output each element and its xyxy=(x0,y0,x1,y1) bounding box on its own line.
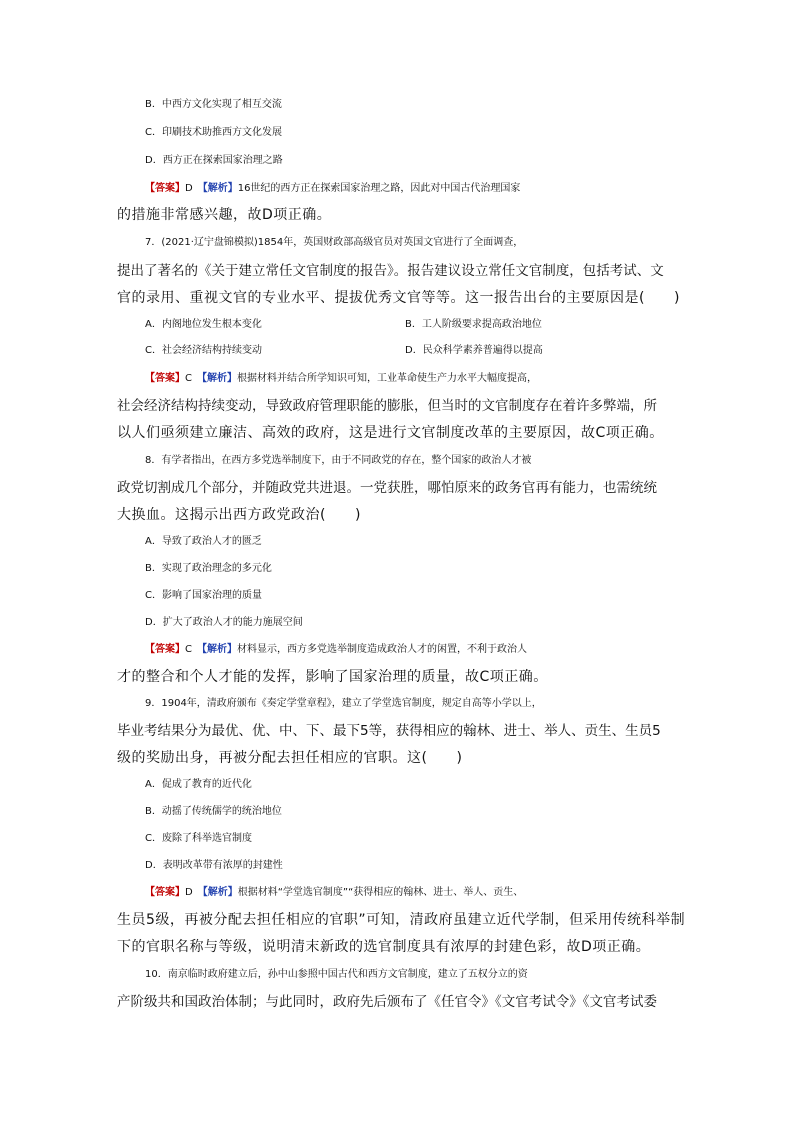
answer-tag: 【答案】 xyxy=(145,887,185,898)
q6-option-b: B．中西方文化实现了相互交流 xyxy=(145,99,282,110)
answer-tag: 【答案】 xyxy=(145,373,185,384)
analysis-tag: 【解析】 xyxy=(201,644,237,655)
q6-option-d: D．西方正在探索国家治理之路 xyxy=(145,155,283,166)
analysis-text: 材料显示，西方多党选举制度造成政治人才的闲置，不利于政治人 xyxy=(236,644,527,655)
q7-analysis-cont-1: 社会经济结构持续变动，导致政府管理职能的膨胀，但当时的文官制度存在着许多弊端，所 xyxy=(117,398,657,414)
q9-option-b: B．动摇了传统儒学的统治地位 xyxy=(145,806,282,817)
answer-value: D xyxy=(185,183,193,194)
q8-answer-line xyxy=(145,641,705,659)
q9-option-c: C．废除了科举选官制度 xyxy=(145,833,252,844)
answer-tag: 【答案】 xyxy=(145,644,185,655)
q7-analysis-cont-2: 以人们亟须建立廉洁、高效的政府，这是进行文官制度改革的主要原因，故C项正确。 xyxy=(117,425,664,441)
q8-analysis-cont: 才的整合和个人才能的发挥，影响了国家治理的质量，故C项正确。 xyxy=(117,669,548,685)
q9-answer-line xyxy=(145,884,705,902)
q6-answer-line xyxy=(145,180,705,198)
q7-option-b: B．工人阶级要求提高政治地位 xyxy=(405,319,542,330)
q7-answer-line xyxy=(145,370,705,388)
q10-stem-2: 产阶级共和国政治体制；与此同时，政府先后颁布了《任官令》《文官考试令》《文官考试委 xyxy=(117,994,657,1010)
q9-option-d: D．表明改革带有浓厚的封建性 xyxy=(145,860,283,871)
analysis-tag: 【解析】 xyxy=(202,887,238,898)
answer-value: D xyxy=(185,887,193,898)
q8-option-b: B．实现了政治理念的多元化 xyxy=(145,563,272,574)
q7-option-a: A．内阁地位发生根本变化 xyxy=(145,319,262,330)
analysis-text: 根据材料“学堂选官制度”“获得相应的翰林、进士、举人、贡生、 xyxy=(237,887,524,898)
q9-analysis-cont-1: 生员5级，再被分配去担任相应的官职”可知，清政府虽建立近代学制，但采用传统科举制 xyxy=(117,912,686,928)
q7-options-cd xyxy=(145,342,705,360)
analysis-text: 16世纪的西方正在探索国家治理之路，因此对中国古代治理国家 xyxy=(237,183,521,194)
q7-stem-1: 7．(2021·辽宁盘锦模拟)1854年，英国财政部高级官员对英国文官进行了全面调查， xyxy=(145,237,524,248)
q7-stem-2: 提出了著名的《关于建立常任文官制度的报告》。报告建议设立常任文官制度，包括考试、文 xyxy=(117,263,664,279)
q8-stem-2: 政党切割成几个部分，并随政党共进退。一党获胜，哪怕原来的政务官再有能力，也需统统 xyxy=(117,480,657,496)
q8-stem-3: 大换血。这揭示出西方政党政治( ) xyxy=(117,507,361,523)
analysis-tag: 【解析】 xyxy=(201,373,237,384)
analysis-tag: 【解析】 xyxy=(202,183,238,194)
q10-stem-1: 10．南京临时政府建立后，孙中山参照中国古代和西方文官制度，建立了五权分立的资 xyxy=(145,969,528,980)
q9-option-a: A．促成了教育的近代化 xyxy=(145,779,252,790)
q7-option-d: D．民众科学素养普遍得以提高 xyxy=(405,345,543,356)
answer-value: C xyxy=(185,373,192,384)
answer-tag: 【答案】 xyxy=(145,183,185,194)
q8-stem-1: 8．有学者指出，在西方多党选举制度下，由于不同政党的存在，整个国家的政治人才被 xyxy=(145,455,532,466)
q6-analysis-cont: 的措施非常感兴趣，故D项正确。 xyxy=(117,207,332,223)
q7-option-c: C．社会经济结构持续变动 xyxy=(145,345,262,356)
answer-value: C xyxy=(185,644,192,655)
q6-option-c: C．印刷技术助推西方文化发展 xyxy=(145,127,282,138)
q7-options-ab xyxy=(145,316,705,334)
q8-option-c: C．影响了国家治理的质量 xyxy=(145,590,262,601)
q9-stem-3: 级的奖励出身，再被分配去担任相应的官职。这( ) xyxy=(117,750,463,766)
q8-option-d: D．扩大了政治人才的能力施展空间 xyxy=(145,617,303,628)
analysis-text: 根据材料并结合所学知识可知，工业革命使生产力水平大幅度提高， xyxy=(236,373,537,384)
q9-analysis-cont-2: 下的官职名称与等级，说明清末新政的选官制度具有浓厚的封建色彩，故D项正确。 xyxy=(117,939,651,955)
q9-stem-2: 毕业考结果分为最优、优、中、下、最下5等，获得相应的翰林、进士、举人、贡生、生员5 xyxy=(117,723,661,739)
q7-stem-3: 官的录用、重视文官的专业水平、提拔优秀文官等等。这一报告出台的主要原因是( ) xyxy=(117,290,680,306)
q8-option-a: A．导致了政治人才的匮乏 xyxy=(145,536,262,547)
q9-stem-1: 9．1904年，清政府颁布《奏定学堂章程》，建立了学堂选官制度，规定自高等小学以上， xyxy=(145,698,542,709)
